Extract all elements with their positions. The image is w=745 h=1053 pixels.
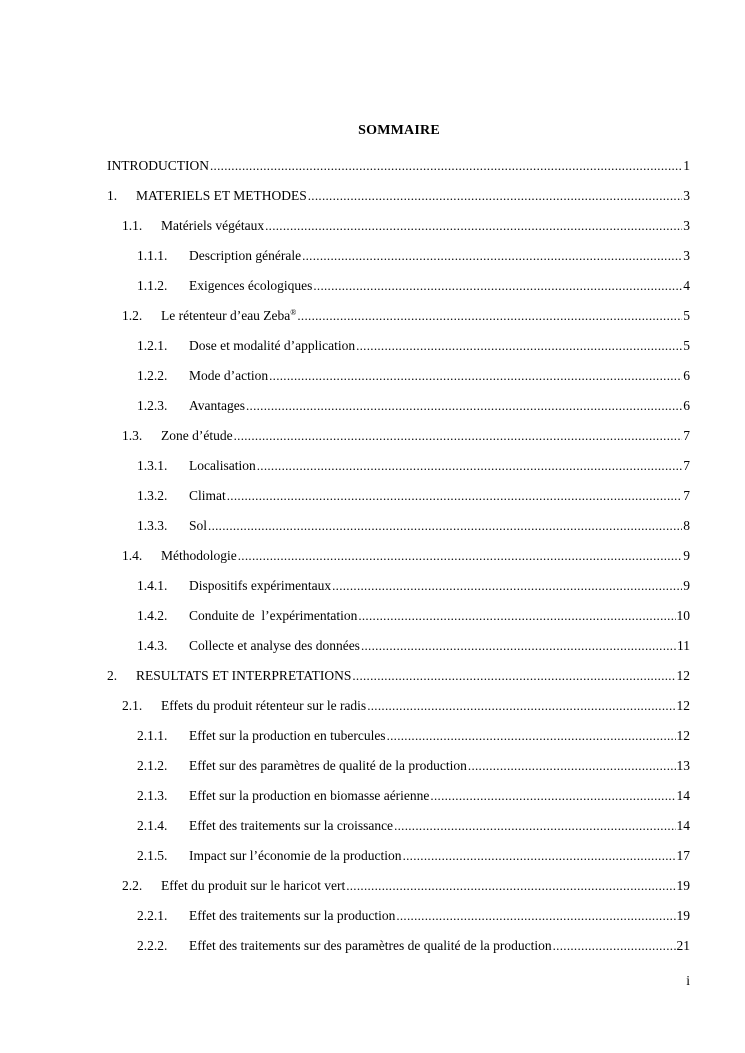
toc-entry-1-3[interactable] (122, 427, 690, 445)
toc-dot-leader (387, 727, 676, 745)
toc-dot-leader (208, 517, 682, 535)
toc-dot-leader (238, 547, 683, 565)
toc-dot-leader (332, 577, 682, 595)
toc-entry-number: 1.1. (122, 218, 143, 233)
toc-entry-label: Effet des traitements sur la croissance (189, 818, 394, 833)
toc-entry-2-2-2[interactable] (137, 937, 690, 955)
toc-entry-number: 2.1.5. (137, 848, 168, 863)
toc-entry-label: Effet sur la production en biomasse aérienne (189, 788, 430, 803)
toc-entry-label: Zone d’étude (161, 428, 233, 443)
toc-dot-leader (210, 157, 682, 175)
toc-entry-page: 6 (683, 368, 690, 383)
toc-entry-2-1-1[interactable] (137, 727, 690, 745)
toc-entry-2-1[interactable] (122, 697, 690, 715)
toc-entry-page: 4 (683, 278, 690, 293)
toc-entry-number: 2.1.3. (137, 788, 168, 803)
toc-entry-label: Méthodologie (161, 548, 237, 563)
toc-entry-number: 1.3. (122, 428, 143, 443)
toc-entry-label: Conduite de l’expérimentation (189, 608, 358, 623)
toc-entry-number: 2.1.2. (137, 758, 168, 773)
toc-entry-label: Matériels végétaux (161, 218, 265, 233)
toc-entry-2-2[interactable] (122, 877, 690, 895)
toc-entry-number: 1.2.2. (137, 368, 168, 383)
toc-entry-number: 1.4. (122, 548, 143, 563)
page-title: SOMMAIRE (358, 123, 440, 138)
toc-dot-leader (227, 487, 683, 505)
toc-entry-page: 7 (683, 458, 690, 473)
page-number-footer: i (686, 973, 690, 988)
toc-entry-page: 12 (676, 728, 690, 743)
toc-entry-page: 3 (683, 188, 690, 203)
toc-entry-number: 2.2.2. (137, 938, 168, 953)
toc-entry-number: 1.4.2. (137, 608, 168, 623)
toc-dot-leader (257, 457, 683, 475)
toc-entry-label: Climat (189, 488, 226, 503)
toc-entry-label: Localisation (189, 458, 256, 473)
toc-entry-label: Effet sur la production en tubercules (189, 728, 386, 743)
toc-dot-leader (308, 187, 683, 205)
toc-dot-leader (403, 847, 676, 865)
toc-dot-leader (468, 757, 676, 775)
toc-dot-leader (269, 367, 682, 385)
toc-entry-label: Dose et modalité d’application (189, 338, 356, 353)
toc-dot-leader (297, 307, 682, 325)
toc-entry-number: 1.1.1. (137, 248, 168, 263)
toc-dot-leader (394, 817, 675, 835)
toc-entry-page: 12 (676, 698, 690, 713)
toc-dot-leader (352, 667, 675, 685)
toc-entry-1-1-2[interactable] (137, 277, 690, 295)
toc-entry-label: Mode d’action (189, 368, 269, 383)
toc-entry-number: 1.2.3. (137, 398, 168, 413)
toc-entry-page: 19 (676, 908, 690, 923)
toc-dot-leader (246, 397, 682, 415)
toc-dot-leader (313, 277, 682, 295)
toc-entry-label: Collecte et analyse des données (189, 638, 360, 653)
toc-entry-1-2-2[interactable] (137, 367, 690, 385)
toc-entry-number: 2.2. (122, 878, 143, 893)
toc-entry-page: 8 (683, 518, 690, 533)
toc-entry-1-3-2[interactable] (137, 487, 690, 505)
toc-entry-number: 2.2.1. (137, 908, 168, 923)
toc-entry-page: 14 (676, 788, 690, 803)
toc-entry-label: Description générale (189, 248, 302, 263)
toc-dot-leader (346, 877, 675, 895)
toc-entry-label: Dispositifs expérimentaux (189, 578, 332, 593)
toc-entry-1-2-3[interactable] (137, 397, 690, 415)
toc-entry-label: Effet du produit sur le haricot vert (161, 878, 346, 893)
toc-entry-1-4-3[interactable] (137, 637, 690, 655)
toc-entry-page: 11 (677, 638, 690, 653)
toc-dot-leader (358, 607, 675, 625)
toc-entry-2-1-5[interactable] (137, 847, 690, 865)
toc-entry-page: 5 (683, 308, 690, 323)
toc-dot-leader (265, 217, 682, 235)
toc-entry-page: 1 (683, 158, 690, 173)
registered-mark: ® (290, 308, 297, 317)
toc-entry-page: 19 (676, 878, 690, 893)
toc-entry-number: 1.2.1. (137, 338, 168, 353)
toc-entry-page: 9 (683, 578, 690, 593)
toc-entry-number: 2.1.4. (137, 818, 168, 833)
toc-entry-label: MATERIELS ET METHODES (136, 188, 307, 203)
toc-entry-page: 13 (676, 758, 690, 773)
toc-entry-1-3-1[interactable] (137, 457, 690, 475)
toc-entry-label: Impact sur l’économie de la production (189, 848, 402, 863)
toc-entry-1-2-1[interactable] (137, 337, 690, 355)
toc-entry-number: 1.1.2. (137, 278, 168, 293)
toc-entry-1-3-3[interactable] (137, 517, 690, 535)
toc-dot-leader (302, 247, 682, 265)
toc-entry-label: Effets du produit rétenteur sur le radis (161, 698, 367, 713)
toc-entry-number: 2.1.1. (137, 728, 168, 743)
toc-entry-2-1-2[interactable] (137, 757, 690, 775)
toc-entry-2-1-4[interactable] (137, 817, 690, 835)
toc-entry-page: 6 (683, 398, 690, 413)
toc-entry-number: 1.4.1. (137, 578, 168, 593)
toc-entry-number: 1.3.1. (137, 458, 168, 473)
toc-entry-number: 1. (107, 188, 118, 203)
toc-entry-number: 1.4.3. (137, 638, 168, 653)
toc-entry-label: RESULTATS ET INTERPRETATIONS (136, 668, 352, 683)
toc-entry-2[interactable] (107, 667, 690, 685)
toc-entry-page: 14 (676, 818, 690, 833)
toc-entry-page: 3 (683, 218, 690, 233)
toc-entry-label: Avantages (189, 398, 245, 413)
toc-entry-1-1[interactable] (122, 217, 690, 235)
toc-entry-introduction[interactable] (107, 157, 690, 175)
toc-entry-1-2[interactable] (122, 307, 690, 325)
toc-entry-page: 5 (683, 338, 690, 353)
toc-entry-page: 17 (676, 848, 690, 863)
toc-entry-page: 3 (683, 248, 690, 263)
toc-entry-page: 21 (676, 938, 690, 953)
toc-entry-page: 7 (683, 428, 690, 443)
toc-dot-leader (430, 787, 675, 805)
toc-entry-label-text: Le rétenteur d’eau Zeba (161, 308, 291, 323)
toc-entry-number: 1.3.3. (137, 518, 168, 533)
toc-entry-1-4-2[interactable] (137, 607, 690, 625)
toc-entry-label: Effet sur des paramètres de qualité de la production (189, 758, 467, 773)
toc-entry-number: 2.1. (122, 698, 143, 713)
toc-dot-leader (234, 427, 683, 445)
toc-entry-label: Effet des traitements sur la production (189, 908, 396, 923)
toc-entry-page: 12 (676, 668, 690, 683)
toc-entry-number: 2. (107, 668, 118, 683)
toc-dot-leader (396, 907, 675, 925)
toc-entry-1-1-1[interactable] (137, 247, 690, 265)
toc-dot-leader (367, 697, 675, 715)
toc-entry-page: 9 (683, 548, 690, 563)
toc-entry-label: INTRODUCTION (107, 158, 209, 173)
toc-entry-label: Sol (189, 518, 208, 533)
toc-entry-page: 10 (676, 608, 690, 623)
toc-entry-1[interactable] (107, 187, 690, 205)
toc-dot-leader (356, 337, 682, 355)
toc-entry-1-4-1[interactable] (137, 577, 690, 595)
toc-entry-label: Effet des traitements sur des paramètres de qualité de la production (189, 938, 552, 953)
toc-entry-label: Exigences écologiques (189, 278, 313, 293)
toc-entry-2-1-3[interactable] (137, 787, 690, 805)
toc-entry-label (161, 307, 296, 325)
toc-entry-2-2-1[interactable] (137, 907, 690, 925)
toc-entry-page: 7 (683, 488, 690, 503)
toc-dot-leader (361, 637, 676, 655)
toc-dot-leader (553, 937, 676, 955)
toc-entry-1-4[interactable] (122, 547, 690, 565)
toc-entry-number: 1.2. (122, 308, 143, 323)
toc-entry-number: 1.3.2. (137, 488, 168, 503)
